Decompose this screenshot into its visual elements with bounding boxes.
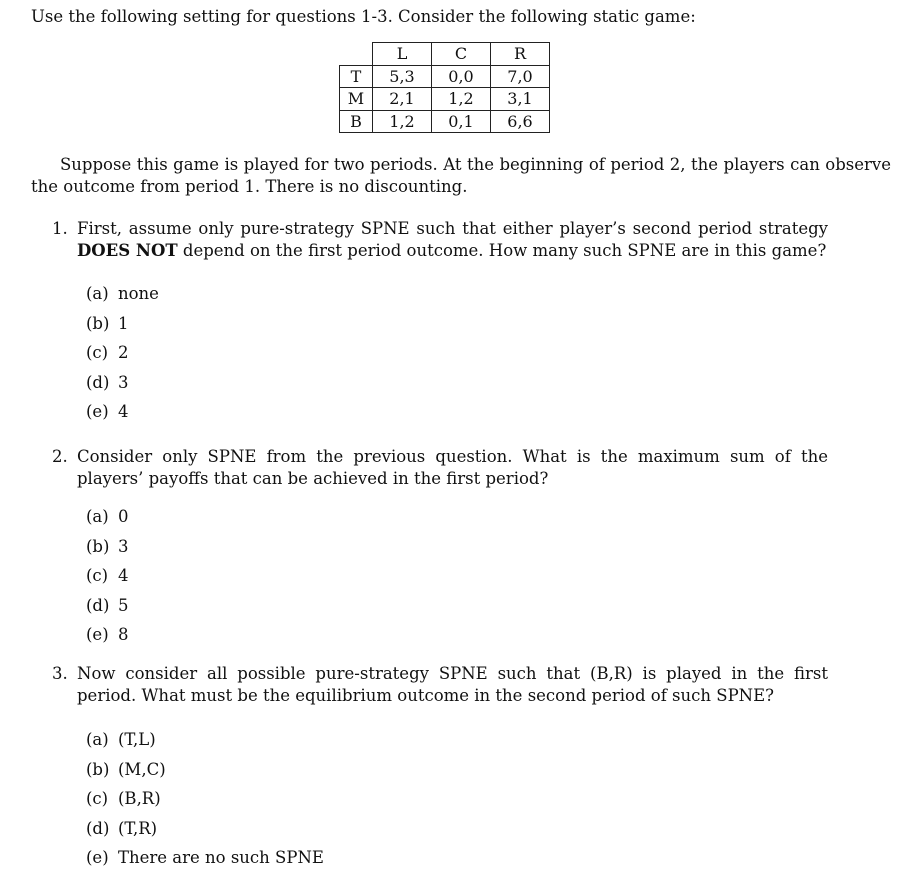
payoff-cell: 1,2 <box>432 88 491 111</box>
option-letter: (e) <box>86 402 109 422</box>
option-item[interactable] <box>86 759 324 789</box>
column-header-l: L <box>373 43 432 66</box>
question-text: Consider only SPNE from the previous question. What is the maximum sum of the players’ payoffs that can be achieved in the first period? <box>77 447 828 489</box>
column-header-r: R <box>491 43 550 66</box>
option-text: (T,L) <box>118 730 156 749</box>
option-text: 4 <box>118 402 129 422</box>
row-header-m: M <box>340 88 373 111</box>
option-item[interactable] <box>86 506 129 536</box>
option-item[interactable] <box>86 818 324 848</box>
option-letter: (a) <box>86 507 109 526</box>
payoff-cell: 0,1 <box>432 110 491 133</box>
option-item[interactable] <box>86 624 129 654</box>
option-letter: (c) <box>86 789 109 809</box>
payoff-cell: 6,6 <box>491 110 550 133</box>
question-1 <box>52 218 828 263</box>
question-2-options <box>86 506 129 654</box>
option-text: 3 <box>118 536 129 556</box>
question-text-start: First, assume only pure-strategy SPNE such that either player’s second period strategy <box>77 219 828 238</box>
option-item[interactable] <box>86 788 324 818</box>
option-letter: (e) <box>86 848 109 868</box>
intro-text: Use the following setting for questions 1-3. Consider the following static game: <box>31 7 696 26</box>
option-letter: (a) <box>86 284 109 303</box>
row-header-b: B <box>340 110 373 133</box>
option-item[interactable] <box>86 729 324 759</box>
payoff-cell: 0,0 <box>432 65 491 88</box>
corner-cell <box>340 43 373 66</box>
option-letter: (a) <box>86 730 109 749</box>
option-item[interactable] <box>86 565 129 595</box>
column-header-c: C <box>432 43 491 66</box>
question-text-end: depend on the first period outcome. How many such SPNE are in this game? <box>182 241 827 261</box>
option-item[interactable] <box>86 313 159 343</box>
option-letter: (d) <box>86 818 110 838</box>
option-item[interactable] <box>86 847 324 877</box>
option-text: 0 <box>118 507 129 526</box>
option-text: (M,C) <box>118 759 166 779</box>
question-number: 2. <box>52 447 68 466</box>
option-text: 5 <box>118 595 129 615</box>
option-letter: (b) <box>86 313 110 333</box>
option-item[interactable] <box>86 536 129 566</box>
option-item[interactable] <box>86 342 159 372</box>
question-number: 3. <box>52 664 68 683</box>
emphasis-text: DOES NOT <box>77 241 178 261</box>
option-letter: (d) <box>86 595 110 615</box>
payoff-row-m <box>340 88 550 111</box>
option-text: (B,R) <box>118 789 161 809</box>
option-letter: (d) <box>86 372 110 392</box>
header-row <box>340 43 550 66</box>
question-text <box>77 218 828 263</box>
option-text: 2 <box>118 343 129 363</box>
payoff-cell: 5,3 <box>373 65 432 88</box>
payoff-cell: 7,0 <box>491 65 550 88</box>
option-letter: (e) <box>86 625 109 645</box>
option-letter: (c) <box>86 343 109 363</box>
option-item[interactable] <box>86 283 159 313</box>
setting-paragraph: Suppose this game is played for two periods. At the beginning of period 2, the players can observe the outcome from period 1. There is no discounting. <box>31 155 891 197</box>
question-1-options <box>86 283 159 431</box>
option-item[interactable] <box>86 372 159 402</box>
option-text: There are no such SPNE <box>118 848 324 868</box>
option-letter: (b) <box>86 536 110 556</box>
option-text: (T,R) <box>118 818 158 838</box>
row-header-t: T <box>340 65 373 88</box>
option-text: 8 <box>118 625 129 645</box>
payoff-row-t <box>340 65 550 88</box>
payoff-cell: 1,2 <box>373 110 432 133</box>
question-number: 1. <box>52 219 68 238</box>
option-letter: (b) <box>86 759 110 779</box>
payoff-cell: 2,1 <box>373 88 432 111</box>
option-item[interactable] <box>86 401 159 431</box>
payoff-row-b <box>340 110 550 133</box>
question-3 <box>52 663 828 708</box>
question-text: Now consider all possible pure-strategy SPNE such that (B,R) is played in the first period. What must be the equilibrium outcome in the second period of such SPNE? <box>77 664 828 706</box>
option-text: 4 <box>118 566 129 586</box>
payoff-cell: 3,1 <box>491 88 550 111</box>
option-letter: (c) <box>86 566 109 586</box>
option-item[interactable] <box>86 595 129 625</box>
option-text: none <box>118 284 159 303</box>
question-2 <box>52 446 828 491</box>
option-text: 3 <box>118 372 129 392</box>
question-3-options <box>86 729 324 877</box>
option-text: 1 <box>118 313 129 333</box>
payoff-matrix <box>339 42 550 133</box>
